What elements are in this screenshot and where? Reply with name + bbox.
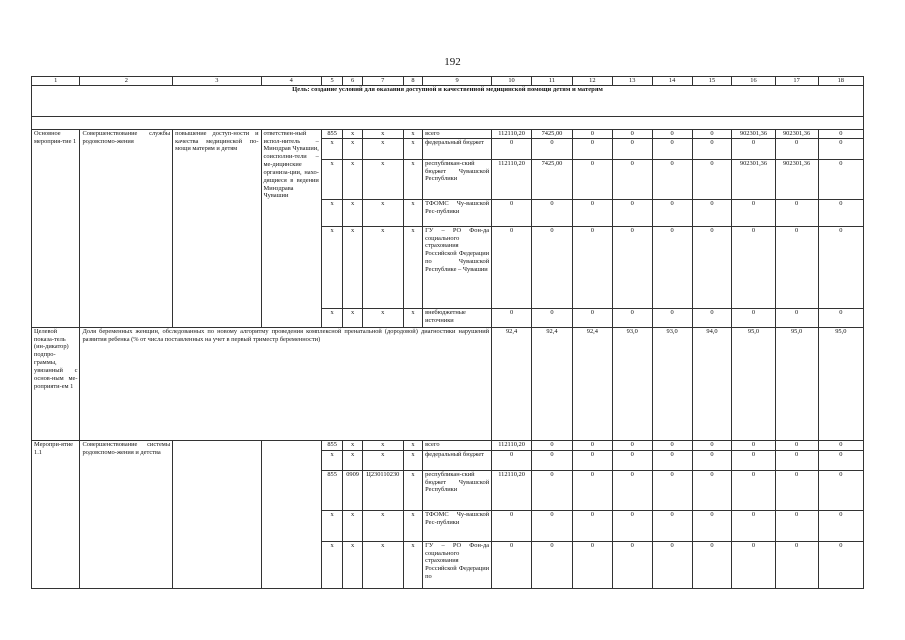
code-cell: x xyxy=(343,199,362,226)
goal-row xyxy=(32,85,864,116)
value-cell: 0 xyxy=(652,129,692,138)
value-cell: 0 xyxy=(572,129,612,138)
code-cell: 855 xyxy=(321,129,343,138)
activity-code-cell: Основное мероприя-тие 1 xyxy=(32,129,80,327)
value-cell: 0 xyxy=(531,308,572,327)
activity-goal-cell: повышение доступ-ности и качества медицинской по-мощи матерям и детям xyxy=(173,129,261,327)
code-cell: x xyxy=(403,129,422,138)
value-cell: 0 xyxy=(492,450,532,470)
column-number: 17 xyxy=(775,77,818,86)
code-cell: x xyxy=(403,226,422,308)
code-cell: x xyxy=(403,510,422,541)
value-cell: 0 xyxy=(818,450,863,470)
value-cell: 0 xyxy=(612,541,652,588)
spacer-row xyxy=(32,116,864,129)
funding-source-cell: федеральный бюджет xyxy=(423,138,492,159)
value-cell: 0 xyxy=(572,159,612,199)
value-cell: 0 xyxy=(572,226,612,308)
value-cell: 0 xyxy=(818,308,863,327)
code-cell: x xyxy=(321,510,343,541)
funding-source-cell: всего xyxy=(423,129,492,138)
column-number: 2 xyxy=(80,77,173,86)
value-cell: 0 xyxy=(732,308,775,327)
value-cell: 0 xyxy=(818,159,863,199)
value-cell: 0 xyxy=(775,199,818,226)
funding-source-cell: внебюджетные источники xyxy=(423,308,492,327)
activity-goal-cell xyxy=(173,440,261,588)
code-cell: x xyxy=(362,308,403,327)
code-cell: x xyxy=(343,159,362,199)
code-cell: x xyxy=(343,440,362,450)
value-cell: 0 xyxy=(692,199,732,226)
value-cell: 0 xyxy=(492,308,532,327)
value-cell: 0 xyxy=(492,510,532,541)
value-cell: 0 xyxy=(775,541,818,588)
value-cell: 0 xyxy=(775,440,818,450)
code-cell: 0909 xyxy=(343,470,362,510)
code-cell: x xyxy=(321,199,343,226)
code-cell: x xyxy=(343,138,362,159)
code-cell: x xyxy=(343,510,362,541)
column-number: 4 xyxy=(261,77,321,86)
value-cell: 0 xyxy=(818,440,863,450)
value-cell: 0 xyxy=(692,226,732,308)
value-cell: 0 xyxy=(531,199,572,226)
column-number: 6 xyxy=(343,77,362,86)
column-number: 9 xyxy=(423,77,492,86)
value-cell: 0 xyxy=(531,226,572,308)
value-cell: 0 xyxy=(572,541,612,588)
funding-source-cell: ТФОМС Чу-вашской Рес-публики xyxy=(423,199,492,226)
code-cell: x xyxy=(403,450,422,470)
value-cell: 0 xyxy=(612,440,652,450)
value-cell: 0 xyxy=(692,450,732,470)
code-cell: x xyxy=(343,129,362,138)
value-cell: 0 xyxy=(775,470,818,510)
value-cell: 0 xyxy=(818,129,863,138)
column-number: 14 xyxy=(652,77,692,86)
value-cell: 0 xyxy=(652,470,692,510)
value-cell: 0 xyxy=(612,470,652,510)
goal-heading: Цель: создание условий для оказания доступной и качественной медицинской помощи детям и матерям xyxy=(32,85,864,116)
funding-source-cell: республикан-ский бюджет Чувашской Республики xyxy=(423,159,492,199)
column-number: 8 xyxy=(403,77,422,86)
value-cell: 112110,20 xyxy=(492,470,532,510)
code-cell: x xyxy=(362,450,403,470)
code-cell: x xyxy=(362,226,403,308)
value-cell: 0 xyxy=(732,226,775,308)
value-cell: 0 xyxy=(775,308,818,327)
code-cell: x xyxy=(362,541,403,588)
value-cell: 0 xyxy=(732,440,775,450)
column-number: 15 xyxy=(692,77,732,86)
code-cell: x xyxy=(403,138,422,159)
value-cell: 0 xyxy=(818,470,863,510)
code-cell: x xyxy=(362,159,403,199)
value-cell: 0 xyxy=(818,541,863,588)
activity-name-cell: Совершенствование службы родовспомо-жения xyxy=(80,129,173,327)
indicator-label-cell: Целевой показа-тель (ин-дикатор) подпро-граммы, увязанный с основ-ным ме-роприяти-ем 1 xyxy=(32,327,80,440)
code-cell: 855 xyxy=(321,440,343,450)
value-cell: 0 xyxy=(531,541,572,588)
value-cell: 7425,00 xyxy=(531,129,572,138)
value-cell: 0 xyxy=(612,129,652,138)
code-cell: x xyxy=(343,450,362,470)
value-cell: 0 xyxy=(612,199,652,226)
value-cell: 0 xyxy=(732,138,775,159)
value-cell: 0 xyxy=(732,541,775,588)
indicator-text-cell: Доля беременных женщин, обследованных по новому алгоритму проведения комплексной пренатальной (дородовой) диагностики нарушений развития ребенка (% от числа поставленных на учет в первый триместр беременности) xyxy=(80,327,492,440)
value-cell: 7425,00 xyxy=(531,159,572,199)
code-cell: x xyxy=(321,450,343,470)
code-cell: Ц230110230 xyxy=(362,470,403,510)
code-cell: x xyxy=(343,226,362,308)
value-cell: 0 xyxy=(775,226,818,308)
code-cell: x xyxy=(321,138,343,159)
code-cell: x xyxy=(321,226,343,308)
value-cell: 0 xyxy=(572,138,612,159)
column-number: 1 xyxy=(32,77,80,86)
value-cell: 0 xyxy=(612,159,652,199)
value-cell: 0 xyxy=(732,470,775,510)
code-cell: x xyxy=(343,308,362,327)
value-cell: 0 xyxy=(531,450,572,470)
value-cell: 902301,36 xyxy=(775,159,818,199)
column-number: 13 xyxy=(612,77,652,86)
activity-name-cell: Совершенствование системы родовспомо-жения и детства xyxy=(80,440,173,588)
code-cell: x xyxy=(403,308,422,327)
value-cell: 902301,36 xyxy=(732,159,775,199)
value-cell: 0 xyxy=(652,510,692,541)
value-cell: 0 xyxy=(652,450,692,470)
value-cell: 0 xyxy=(652,138,692,159)
indicator-value-cell: 92,4 xyxy=(492,327,532,440)
value-cell: 0 xyxy=(492,199,532,226)
value-cell: 0 xyxy=(612,226,652,308)
value-cell: 0 xyxy=(572,510,612,541)
value-cell: 0 xyxy=(612,308,652,327)
code-cell: x xyxy=(321,541,343,588)
value-cell: 0 xyxy=(652,440,692,450)
value-cell: 0 xyxy=(692,129,732,138)
column-number: 7 xyxy=(362,77,403,86)
code-cell: x xyxy=(362,138,403,159)
budget-table xyxy=(31,76,864,589)
value-cell: 0 xyxy=(692,470,732,510)
value-cell: 112110,20 xyxy=(492,129,532,138)
value-cell: 0 xyxy=(652,159,692,199)
code-cell: x xyxy=(403,440,422,450)
indicator-row xyxy=(32,327,864,440)
value-cell: 0 xyxy=(492,226,532,308)
funding-source-cell: федеральный бюджет xyxy=(423,450,492,470)
value-cell: 0 xyxy=(818,510,863,541)
indicator-value-cell: 92,4 xyxy=(572,327,612,440)
code-cell: x xyxy=(403,541,422,588)
funding-source-cell: всего xyxy=(423,440,492,450)
executor-cell xyxy=(261,440,321,588)
funding-source-cell: ТФОМС Чу-вашской Рес-публики xyxy=(423,510,492,541)
code-cell: x xyxy=(362,440,403,450)
value-cell: 0 xyxy=(612,138,652,159)
value-cell: 112110,20 xyxy=(492,159,532,199)
column-number: 10 xyxy=(492,77,532,86)
code-cell: x xyxy=(321,159,343,199)
page-number: 192 xyxy=(444,56,461,68)
value-cell: 0 xyxy=(652,541,692,588)
spacer xyxy=(32,116,864,129)
value-cell: 0 xyxy=(732,199,775,226)
value-cell: 0 xyxy=(531,440,572,450)
value-cell: 0 xyxy=(612,510,652,541)
table-row xyxy=(32,129,864,138)
value-cell: 0 xyxy=(818,138,863,159)
column-number: 18 xyxy=(818,77,863,86)
funding-source-cell: республикан-ский бюджет Чувашской Республики xyxy=(423,470,492,510)
code-cell: x xyxy=(321,308,343,327)
value-cell: 0 xyxy=(692,138,732,159)
value-cell: 0 xyxy=(692,541,732,588)
value-cell: 0 xyxy=(775,510,818,541)
indicator-value-cell: 95,0 xyxy=(818,327,863,440)
value-cell: 112110,20 xyxy=(492,440,532,450)
value-cell: 0 xyxy=(492,541,532,588)
indicator-value-cell: 93,0 xyxy=(652,327,692,440)
code-cell: x xyxy=(343,541,362,588)
value-cell: 0 xyxy=(732,450,775,470)
value-cell: 0 xyxy=(572,308,612,327)
value-cell: 0 xyxy=(572,440,612,450)
value-cell: 0 xyxy=(572,199,612,226)
value-cell: 0 xyxy=(612,450,652,470)
column-number: 11 xyxy=(531,77,572,86)
code-cell: x xyxy=(362,199,403,226)
column-number: 12 xyxy=(572,77,612,86)
value-cell: 902301,36 xyxy=(732,129,775,138)
value-cell: 0 xyxy=(732,510,775,541)
table-row xyxy=(32,440,864,450)
code-cell: x xyxy=(362,510,403,541)
column-number: 5 xyxy=(321,77,343,86)
value-cell: 0 xyxy=(818,199,863,226)
funding-source-cell: ГУ – РО Фон-да социального страхования Российской Федерации по xyxy=(423,541,492,588)
executor-cell: ответствен-ный испол-нитель – Минздрав Чувашии, соисполни-тели – ме-дицинские организа-ции, нахо-дящиеся в ведении Минздрава Чувашии xyxy=(261,129,321,327)
value-cell: 0 xyxy=(652,226,692,308)
indicator-value-cell: 93,0 xyxy=(612,327,652,440)
code-cell: x xyxy=(403,470,422,510)
value-cell: 902301,36 xyxy=(775,129,818,138)
activity-code-cell: Меропри-ятие 1.1 xyxy=(32,440,80,588)
value-cell: 0 xyxy=(572,470,612,510)
value-cell: 0 xyxy=(775,138,818,159)
indicator-value-cell: 92,4 xyxy=(531,327,572,440)
column-number-row xyxy=(32,77,864,86)
indicator-value-cell: 95,0 xyxy=(775,327,818,440)
indicator-value-cell: 95,0 xyxy=(732,327,775,440)
value-cell: 0 xyxy=(531,470,572,510)
code-cell: x xyxy=(403,199,422,226)
value-cell: 0 xyxy=(692,159,732,199)
column-number: 16 xyxy=(732,77,775,86)
value-cell: 0 xyxy=(692,440,732,450)
value-cell: 0 xyxy=(818,226,863,308)
indicator-value-cell: 94,0 xyxy=(692,327,732,440)
code-cell: x xyxy=(362,129,403,138)
funding-source-cell: ГУ – РО Фон-да социального страхования Российской Федерации по Чувашской Республике – Чувашии xyxy=(423,226,492,308)
value-cell: 0 xyxy=(531,510,572,541)
value-cell: 0 xyxy=(775,450,818,470)
value-cell: 0 xyxy=(692,308,732,327)
value-cell: 0 xyxy=(572,450,612,470)
value-cell: 0 xyxy=(652,308,692,327)
column-number: 3 xyxy=(173,77,261,86)
code-cell: 855 xyxy=(321,470,343,510)
value-cell: 0 xyxy=(492,138,532,159)
value-cell: 0 xyxy=(652,199,692,226)
code-cell: x xyxy=(403,159,422,199)
value-cell: 0 xyxy=(692,510,732,541)
value-cell: 0 xyxy=(531,138,572,159)
